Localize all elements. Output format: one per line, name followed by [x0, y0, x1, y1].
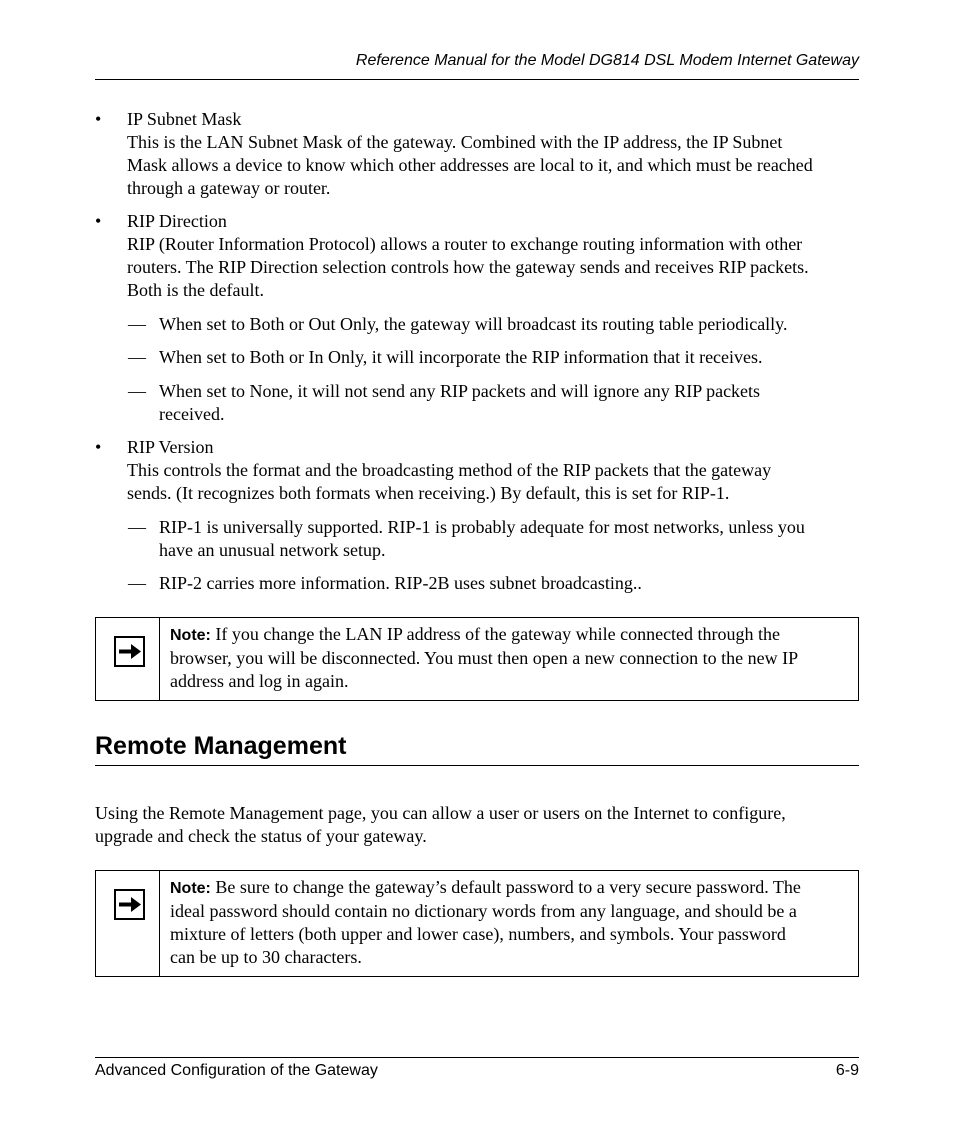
- note-line: can be up to 30 characters.: [170, 947, 362, 967]
- arrow-right-icon: [114, 889, 145, 920]
- note-text: [170, 876, 855, 969]
- note-box-lan-ip: [95, 617, 859, 701]
- note-line: ideal password should contain no dictionary words from any language, and should be a: [170, 901, 797, 921]
- bullet-line: sends. (It recognizes both formats when receiving.) By default, this is set for RIP-1.: [127, 483, 730, 503]
- bullet-line: Both is the default.: [127, 280, 264, 300]
- bullet-line: routers. The RIP Direction selection controls how the gateway sends and receives RIP packets.: [127, 257, 809, 277]
- dash-line: RIP-2 carries more information. RIP-2B uses subnet broadcasting..: [159, 573, 642, 593]
- bullet-line: RIP (Router Information Protocol) allows a router to exchange routing information with other: [127, 234, 803, 254]
- note-line: Be sure to change the gateway’s default password to a very secure password. The: [210, 877, 801, 897]
- bullet-mark: •: [95, 211, 102, 231]
- header-rule: [95, 79, 859, 80]
- bullet-mark: •: [95, 437, 102, 457]
- footer-rule: [95, 1057, 859, 1058]
- bullet-title: IP Subnet Mask: [127, 109, 242, 129]
- dash-line: RIP-1 is universally supported. RIP-1 is probably adequate for most networks, unless you: [159, 517, 805, 537]
- dash-mark: —: [128, 314, 146, 334]
- footer-chapter: Advanced Configuration of the Gateway: [95, 1062, 378, 1079]
- running-header: Reference Manual for the Model DG814 DSL Modem Internet Gateway: [355, 52, 859, 69]
- dash-line: When set to None, it will not send any RIP packets and will ignore any RIP packets: [159, 381, 761, 401]
- arrow-right-icon: [114, 636, 145, 667]
- bullet-mark: •: [95, 109, 102, 129]
- bullet-line: through a gateway or router.: [127, 178, 331, 198]
- note-line: browser, you will be disconnected. You must then open a new connection to the new IP: [170, 648, 799, 668]
- bullet-line: This controls the format and the broadcasting method of the RIP packets that the gateway: [127, 460, 772, 480]
- dash-line: have an unusual network setup.: [159, 540, 386, 560]
- dash-line: When set to Both or Out Only, the gateway will broadcast its routing table periodically.: [159, 314, 788, 334]
- note-icon-cell: [96, 871, 160, 976]
- dash-line: received.: [159, 404, 225, 424]
- bullet-title: RIP Version: [127, 437, 214, 457]
- note-line: address and log in again.: [170, 671, 349, 691]
- dash-mark: —: [128, 381, 146, 401]
- dash-line: When set to Both or In Only, it will incorporate the RIP information that it receives.: [159, 347, 763, 367]
- bullet-line: Mask allows a device to know which other addresses are local to it, and which must be reached: [127, 155, 813, 175]
- note-line: If you change the LAN IP address of the gateway while connected through the: [210, 624, 781, 644]
- note-text: [170, 623, 855, 693]
- section-title: Remote Management: [95, 732, 347, 760]
- footer-page-number: 6-9: [835, 1062, 859, 1079]
- dash-mark: —: [128, 347, 146, 367]
- bullet-title: RIP Direction: [127, 211, 227, 231]
- note-label: Note:: [170, 880, 211, 897]
- bullet-line: This is the LAN Subnet Mask of the gateway. Combined with the IP address, the IP Subnet: [127, 132, 783, 152]
- note-icon-cell: [96, 618, 160, 700]
- dash-mark: —: [128, 517, 146, 537]
- note-label: Note:: [170, 627, 211, 644]
- note-box-password: [95, 870, 859, 977]
- note-line: mixture of letters (both upper and lower case), numbers, and symbols. Your password: [170, 924, 786, 944]
- intro-line: Using the Remote Management page, you can allow a user or users on the Internet to configure,: [95, 803, 786, 823]
- section-intro: [95, 802, 859, 848]
- section-rule: [95, 765, 859, 766]
- dash-mark: —: [128, 573, 146, 593]
- intro-line: upgrade and check the status of your gateway.: [95, 826, 427, 846]
